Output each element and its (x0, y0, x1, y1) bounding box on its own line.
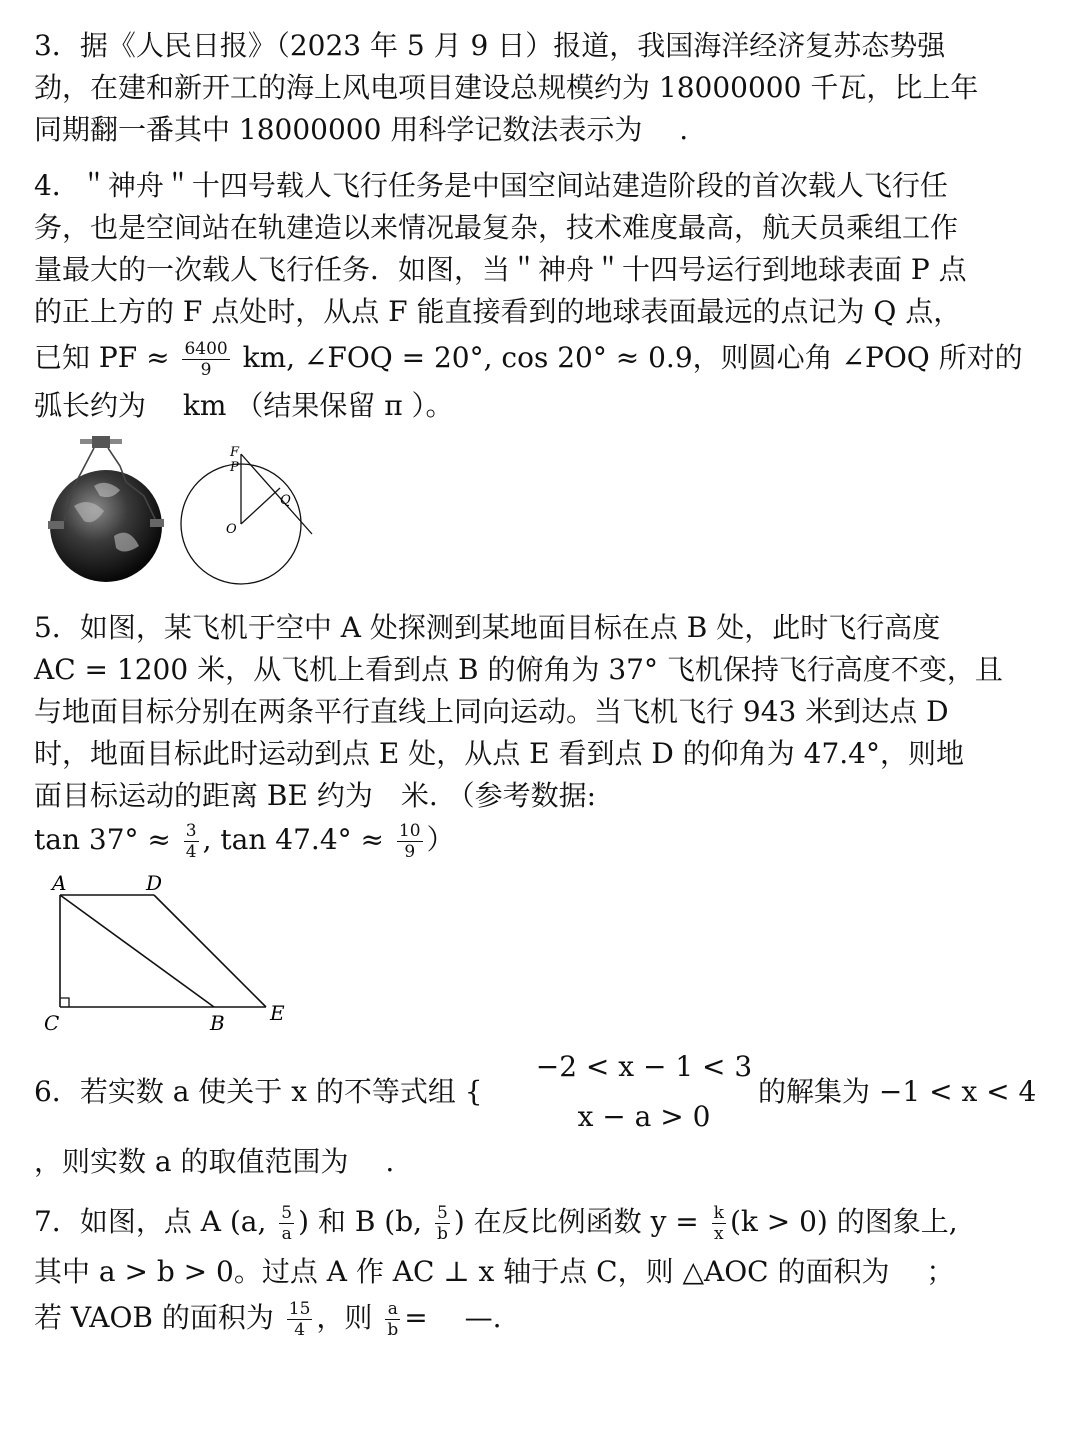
point-Q-label: Q (280, 493, 291, 508)
fraction-numerator: a (385, 1299, 400, 1320)
point-A-label: A (52, 871, 67, 895)
fraction-denominator: 4 (185, 842, 197, 862)
q4-given-pf: 已知 PF ≈ (34, 341, 170, 374)
fraction-numerator: 6400 (184, 339, 228, 359)
q5-closing-paren: ） (426, 823, 455, 856)
fraction-denominator: 9 (200, 360, 212, 380)
satellite-earth-illustration (34, 426, 174, 596)
q4-given-angle: km, ∠FOQ = 20°, cos 20° ≈ 0.9，则圆心角 ∠POQ 所对的 (242, 341, 1023, 374)
point-O-label: O (226, 522, 237, 537)
fraction-15-over-4 (287, 1299, 313, 1340)
q3-line-3: 同期翻一番其中 18000000 用科学记数法表示为 . (34, 113, 689, 146)
fraction-numerator: k (713, 1203, 724, 1223)
fraction-a-over-b (385, 1299, 400, 1340)
q4-line-1: 4．＂神舟＂十四号载人飞行任务是中国空间站建造阶段的首次载人飞行任 (34, 169, 948, 202)
fraction-denominator: x (714, 1224, 724, 1244)
q7-point-A-text: 7．如图，点 A (a, (34, 1205, 267, 1238)
q5-line-5: 面目标运动的距离 BE 约为 米. （参考数据: (34, 779, 597, 812)
fraction-denominator: b (387, 1320, 399, 1340)
fraction-k-over-x (712, 1203, 726, 1244)
circle-tangent-figure (180, 438, 320, 588)
q7-answer-blank: = —. (404, 1301, 502, 1334)
q5-line-1: 5．如图，某飞机于空中 A 处探测到某地面目标在点 B 处，此时飞行高度 (34, 611, 941, 644)
q7-line-3 (34, 1298, 502, 1340)
q7-line-2: 其中 a > b > 0。过点 A 作 AC ⊥ x 轴于点 C，则 △AOC 的面积为 ； (34, 1255, 955, 1288)
fraction-numerator: 5 (435, 1203, 450, 1224)
fraction-denominator: 4 (294, 1320, 306, 1340)
q5-line-2: AC = 1200 米，从飞机上看到点 B 的俯角为 37° 飞机保持飞行高度不变，且 (34, 653, 1003, 686)
q4-line-6: 弧长约为 km （结果保留 π ）。 (34, 389, 454, 422)
fraction-denominator: a (281, 1224, 292, 1244)
fraction-5-over-b (435, 1203, 450, 1244)
fraction-numerator: 3 (185, 821, 197, 841)
fraction-numerator: 10 (398, 821, 421, 841)
fraction-3-over-4 (184, 821, 199, 862)
point-C-label: C (44, 1011, 60, 1035)
q5-line-6 (34, 820, 455, 862)
q7-point-B-text: ) 和 B (b, (298, 1205, 423, 1238)
inequality-1: −2 < x − 1 < 3 (535, 1050, 753, 1083)
q5-tan474-label: , tan 47.4° ≈ (202, 823, 384, 856)
inequality-2: x − a > 0 (577, 1100, 711, 1133)
q4-line-4: 的正上方的 F 点处时，从点 F 能直接看到的地球表面最远的点记为 Q 点， (34, 295, 962, 328)
fraction-5-over-a (279, 1203, 294, 1244)
q5-tan37-label: tan 37° ≈ (34, 823, 171, 856)
point-B-label: B (210, 1011, 225, 1035)
q4-line-2: 务，也是空间站在轨建造以来情况最复杂，技术难度最高，航天员乘组工作 (34, 211, 959, 244)
q3-line-2: 劲，在建和新开工的海上风电项目建设总规模约为 18000000 千瓦，比上年 (34, 71, 979, 104)
q6-solution-set: 的解集为 −1 < x < 4 (758, 1075, 1037, 1108)
trapezoid-figure (34, 870, 304, 1050)
q7-k-condition: (k > 0) 的图象上, (729, 1205, 958, 1238)
fraction-denominator: b (436, 1224, 448, 1244)
fraction-numerator: 15 (288, 1299, 311, 1319)
q5-line-4: 时，地面目标此时运动到点 E 处，从点 E 看到点 D 的仰角为 47.4°，则地 (34, 737, 964, 770)
fraction-denominator: 9 (404, 842, 416, 862)
q7-function-text: ) 在反比例函数 y = (453, 1205, 699, 1238)
point-E-label: E (270, 1001, 285, 1025)
fraction-10-over-9 (397, 821, 423, 862)
point-D-label: D (146, 871, 163, 895)
point-P-label: P (230, 460, 239, 475)
q4-line-5 (34, 338, 1023, 380)
q7-then-text: ，则 (316, 1301, 373, 1334)
q4-line-3: 量最大的一次载人飞行任务．如图，当＂神舟＂十四号运行到地球表面 P 点 (34, 253, 967, 286)
q6-line-2: ，则实数 a 的取值范围为 . (34, 1145, 395, 1178)
q5-line-3: 与地面目标分别在两条平行直线上同向运动。当飞机飞行 943 米到达点 D (34, 695, 949, 728)
q6-line-1a: 6．若实数 a 使关于 x 的不等式组 { (34, 1075, 483, 1108)
q7-area-text: 若 VAOB 的面积为 (34, 1301, 274, 1334)
point-F-label: F (230, 445, 240, 460)
q3-line-1: 3．据《人民日报》（2023 年 5 月 9 日）报道，我国海洋经济复苏态势强 (34, 29, 946, 62)
q7-line-1 (34, 1202, 958, 1244)
fraction-6400-over-9 (182, 339, 229, 380)
fraction-numerator: 5 (281, 1203, 293, 1223)
